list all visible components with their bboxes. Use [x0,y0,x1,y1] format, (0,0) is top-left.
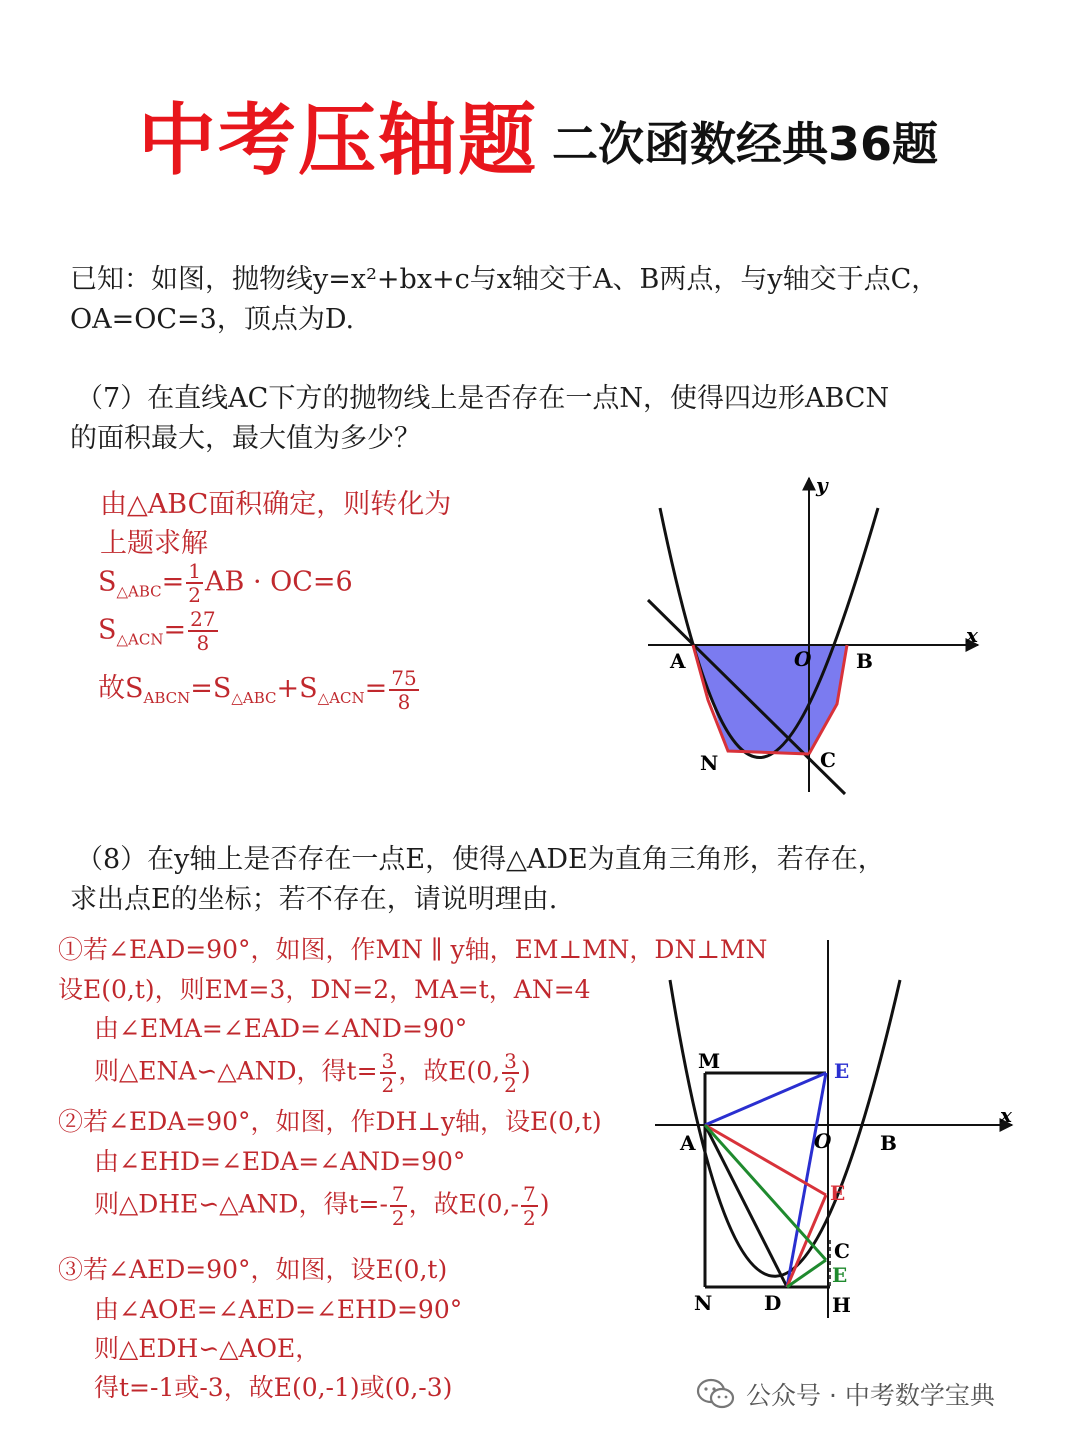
label-a: A [670,649,686,673]
problem-line-2: OA=OC=3，顶点为D. [70,304,355,335]
q8-case1-line-3: 由∠EMA=∠EAD=∠AND=90° [94,1014,468,1043]
figure-q8-right-triangles [650,940,1030,1320]
fraction-numerator: 3 [381,1049,395,1073]
q7-area-total [98,666,421,713]
q8-line-1: （8）在y轴上是否存在一点E，使得△ADE为直角三角形，若存在， [76,844,885,875]
watermark-text: 公众号 · 中考数学宝典 [746,1381,995,1410]
q7-line-2: 的面积最大，最大值为多少？ [70,423,421,454]
q7-area-acn [98,608,220,654]
fraction-numerator: 75 [391,665,417,690]
fraction-numerator: 1 [188,559,202,583]
case2-result-mid: ，故E(0,- [408,1189,519,1219]
label-x: x [1000,1103,1012,1127]
fraction [389,667,418,713]
case2-result-prefix: 则△DHE∽△AND，得t=- [94,1189,388,1219]
label-o: O [794,647,812,671]
q7-solution-line-1: 由△ABC面积确定，则转化为 [100,489,452,520]
total-mid: +S [276,673,318,704]
fraction-denominator: 8 [196,631,210,655]
q8-case2-line-2: 由∠EHD=∠EDA=∠AND=90° [94,1147,466,1176]
figure-q7-parabola [630,470,990,810]
label-c: C [834,1239,850,1263]
equals-sign: = [161,566,185,598]
q7-line-1: （7）在直线AC下方的抛物线上是否存在一点N，使得四边形ABCN [76,383,890,414]
equals-sign: = [163,614,187,646]
wechat-icon [696,1378,736,1410]
fraction [390,1183,407,1229]
q7-solution-line-2: 上题求解 [100,528,208,559]
label-o: O [814,1129,832,1153]
q7-area-abc [98,560,353,606]
q8-case3-line-3: 则△EDH∽△AOE， [94,1334,321,1363]
q8-case1-line-4 [94,1050,531,1096]
fraction-numerator: 3 [504,1049,517,1073]
fraction-denominator: 2 [504,1073,517,1097]
fraction-denominator: 8 [397,689,411,714]
fraction-numerator: 27 [190,607,216,631]
label-x: x [966,623,978,647]
area-subscript: △ACN [116,630,164,649]
q8-case1-line-2: 设E(0,t)，则EM=3，DN=2，MA=t，AN=4 [58,975,591,1004]
area-subscript: ABCN [143,689,191,707]
q8-case3-line-4: 得t=-1或-3，故E(0,-1)或(0,-3) [94,1373,453,1402]
label-a: A [680,1131,696,1155]
case1-result-end: ) [520,1056,531,1086]
problem-line-1: 已知：如图，抛物线y=x²+bx+c与x轴交于A、B两点，与y轴交于点C， [70,264,939,295]
fraction [521,1183,538,1229]
quadrilateral-abcn-fill [693,645,847,754]
label-c: C [820,748,836,772]
total-prefix: 故S [98,673,144,704]
case1-result-mid: ，故E(0, [398,1056,501,1086]
fraction-denominator: 2 [188,583,202,607]
label-n: N [700,751,719,775]
q8-case2-line-1: ②若∠EDA=90°，如图，作DH⊥y轴，设E(0,t) [58,1107,602,1136]
q8-case3-line-2: 由∠AOE=∠AED=∠EHD=90° [94,1295,463,1324]
page-title: 中考压轴题 [138,96,539,186]
fraction-denominator: 2 [522,1206,536,1230]
q8-case1-line-1: ①若∠EAD=90°，如图，作MN ∥ y轴，EM⊥MN，DN⊥MN [58,935,768,964]
fraction [502,1050,519,1096]
fraction-numerator: 7 [391,1182,405,1206]
page-subtitle: 二次函数经典36题 [552,117,939,171]
label-b: B [880,1131,897,1155]
fraction-denominator: 2 [391,1206,405,1230]
case1-result-prefix: 则△ENA∽△AND，得t= [94,1056,378,1086]
label-m: M [698,1049,721,1073]
label-b: B [856,649,873,673]
area-expression: AB · OC=6 [205,566,353,598]
label-h: H [832,1293,851,1317]
fraction-numerator: 7 [522,1182,536,1206]
label-d: D [764,1291,782,1315]
q8-case3-line-1: ③若∠AED=90°，如图，设E(0,t) [58,1255,448,1284]
label-e-green: E [832,1263,848,1287]
q8-line-2: 求出点E的坐标；若不存在，请说明理由. [70,884,558,915]
label-e-red: E [830,1181,846,1205]
segment-ae-green [705,1125,826,1260]
label-n: N [694,1291,713,1315]
area-subscript: △ABC [116,582,162,601]
watermark [696,1376,995,1412]
fraction [188,608,217,654]
fraction [186,560,203,606]
total-mid: =S [190,673,232,704]
area-subscript: △ABC [231,689,277,707]
segment-ae-blue [705,1073,826,1125]
label-y: y [816,473,828,497]
label-e-blue: E [834,1059,850,1083]
fraction [380,1050,397,1096]
area-subscript: △ACN [317,689,365,707]
fraction-denominator: 2 [381,1073,395,1097]
equals-sign: = [364,673,388,704]
area-symbol: S [98,614,117,646]
q8-case2-line-3 [94,1183,549,1229]
area-symbol: S [98,566,117,598]
case2-result-end: ) [539,1189,550,1219]
